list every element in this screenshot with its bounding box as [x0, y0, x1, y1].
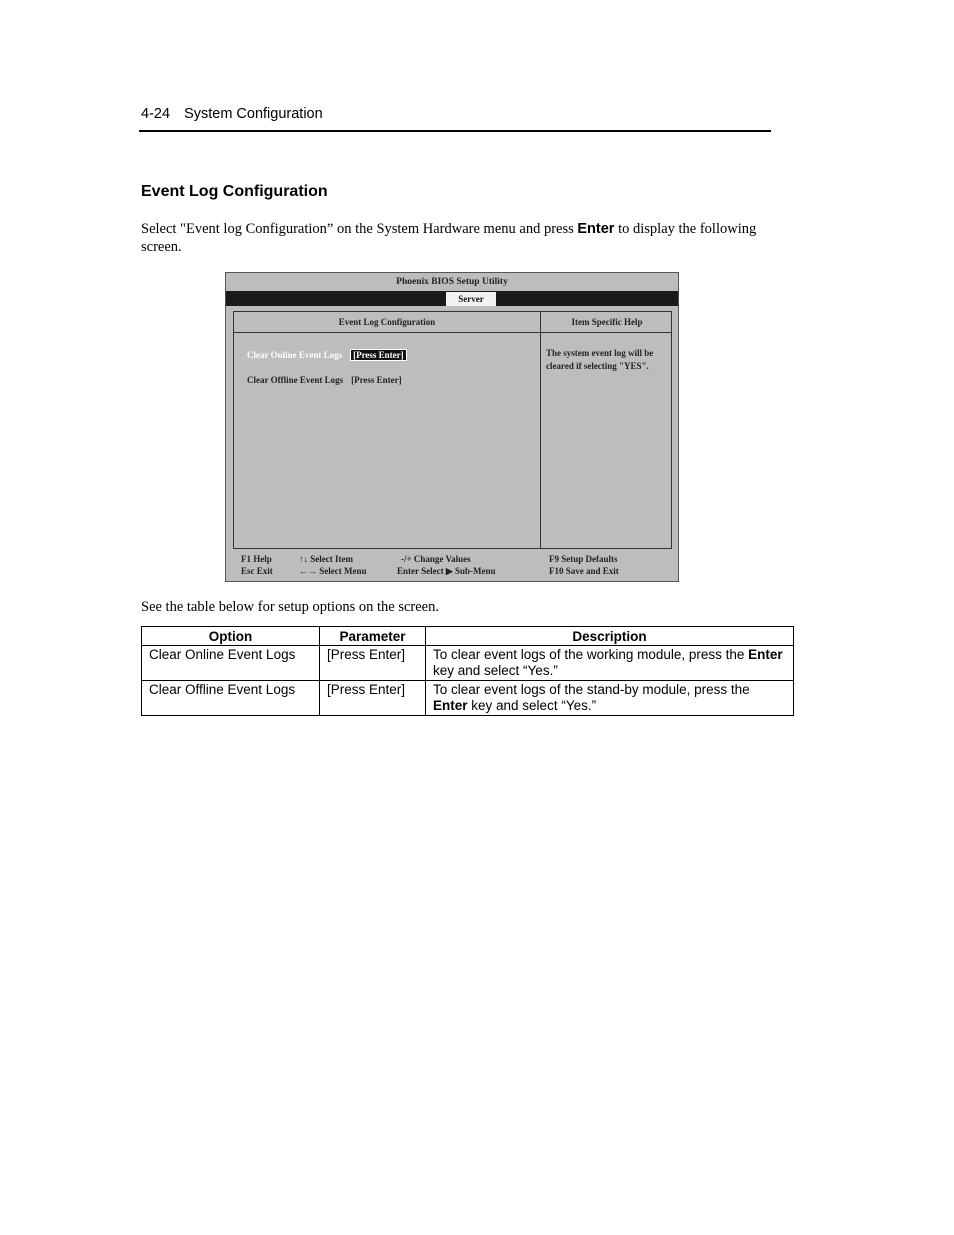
- bios-menubar: [226, 291, 678, 306]
- table-header-row: [142, 627, 794, 646]
- desc-text: key and select “Yes.”: [433, 663, 558, 678]
- desc-text: To clear event logs of the working module, press the: [433, 647, 749, 662]
- help-text: The system event log will be cleared if selecting "YES".: [546, 348, 654, 371]
- column-header-parameter: Parameter: [320, 627, 426, 646]
- bios-screenshot: [225, 272, 679, 582]
- panel-divider: [540, 312, 541, 548]
- footer-select-menu: ←→ Select Menu: [299, 566, 367, 576]
- table-row: [142, 681, 794, 716]
- footer-f9-defaults: F9 Setup Defaults: [549, 554, 618, 564]
- footer-enter-select: Enter Select ▶ Sub-Menu: [397, 566, 496, 576]
- help-title: Item Specific Help: [571, 317, 643, 327]
- table-intro: See the table below for setup options on the screen.: [141, 599, 439, 615]
- intro-key: Enter: [577, 221, 615, 237]
- intro-paragraph: [141, 220, 761, 256]
- page-header: [141, 106, 323, 122]
- title-divider: [234, 332, 671, 333]
- bios-option-clear-offline[interactable]: [247, 375, 402, 385]
- footer-esc-exit: Esc Exit: [241, 566, 273, 576]
- section-title: Event Log Configuration: [141, 183, 328, 200]
- option-value: [Press Enter]: [350, 349, 407, 361]
- intro-text-before: Select "Event log Configuration” on the System Hardware menu and press: [141, 221, 578, 237]
- intro-text-after: to display the following screen.: [141, 221, 757, 255]
- bios-main-panel: [233, 311, 672, 549]
- cell-option: Clear Offline Event Logs: [142, 681, 320, 716]
- cell-description: [426, 681, 794, 716]
- desc-key: Enter: [433, 698, 468, 713]
- bios-title: Phoenix BIOS Setup Utility: [396, 277, 508, 287]
- cell-description: [426, 646, 794, 681]
- footer-select-item: ↑↓ Select Item: [299, 554, 353, 564]
- desc-key: Enter: [748, 647, 783, 662]
- bios-option-clear-online[interactable]: [247, 350, 407, 360]
- cell-parameter: [Press Enter]: [320, 646, 426, 681]
- footer-f1-help: F1 Help: [241, 554, 272, 564]
- desc-text: key and select “Yes.”: [467, 698, 597, 713]
- options-table: [141, 626, 794, 716]
- footer-change-values: -/+ Change Values: [401, 554, 471, 564]
- page-number: 4-24: [141, 106, 171, 122]
- desc-text: To clear event logs of the stand-by module, press the: [433, 682, 750, 697]
- column-header-description: Description: [426, 627, 794, 646]
- column-header-option: Option: [142, 627, 320, 646]
- panel-title: Event Log Configuration: [338, 317, 436, 327]
- chapter-title: System Configuration: [184, 106, 323, 122]
- cell-parameter: [Press Enter]: [320, 681, 426, 716]
- option-value: [Press Enter]: [351, 375, 402, 385]
- option-label: Clear Online Event Logs: [247, 350, 343, 360]
- table-row: [142, 646, 794, 681]
- cell-option: Clear Online Event Logs: [142, 646, 320, 681]
- option-label: Clear Offline Event Logs: [247, 375, 344, 385]
- tab-server[interactable]: Server: [446, 292, 496, 306]
- header-rule: [139, 130, 771, 132]
- footer-f10-save-exit: F10 Save and Exit: [549, 566, 619, 576]
